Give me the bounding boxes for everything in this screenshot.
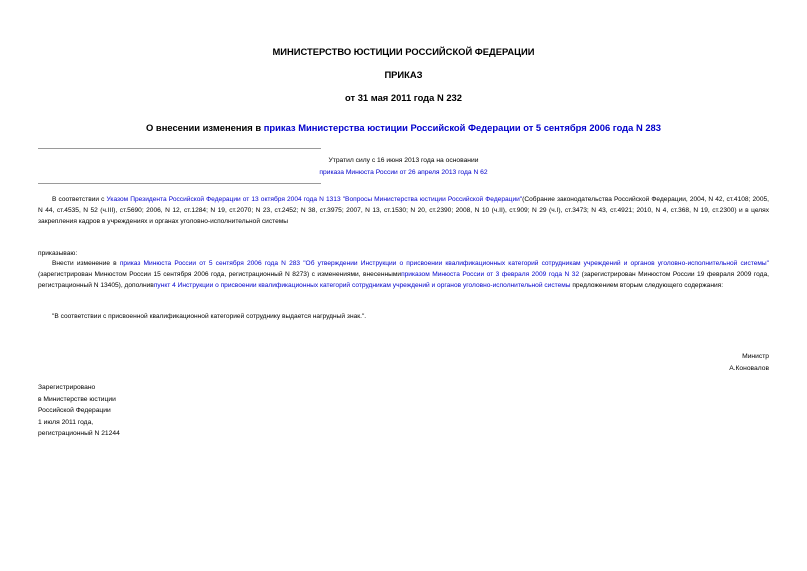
status-note-text: Утратил силу с 16 июня 2013 года на основании xyxy=(328,157,479,164)
preamble-paragraph xyxy=(38,194,769,228)
registration-line: 1 июля 2011 года, xyxy=(38,418,94,426)
amendment-mid1: (зарегистрирован Минюстом России 15 сентября 2006 года, регистрационный N 8273) с изменениями, внесенными xyxy=(38,271,402,279)
status-note xyxy=(0,155,807,179)
amendment-paragraph xyxy=(38,258,769,292)
preamble-rest: (Собрание законодательства Российской Федерации, 2004, N 42, ст.4108; 2005, N 44, ст.4535, N 52 (ч.III), ст.5690; 2006, N 12, ст.1284; N 19, ст.2070; N 23, ст.2452; N 38, ст.3975; 2007, N 13, ст.1530; N 20, ст.2390; 2008, N 10 (ч.II), ст.909; N 29 (ч.I), ст.3473; N 43, ст.4921; 2010, N 4, ст.368, N 19, ст.2300) и в целях закрепления кадров в учреждениях и органах уголовно-исполнительной системы xyxy=(38,196,769,226)
divider-top xyxy=(38,148,321,149)
registration-line: регистрационный N 21244 xyxy=(38,430,120,437)
amendment-mid2: (зарегистрирован Минюстом России 19 февраля 2009 года, регистрационный N 13405), дополнив xyxy=(38,271,769,290)
amendment-link-instruction[interactable]: "Об утверждении Инструкции о присвоении квалификационных категорий сотрудникам учреждений и органов уголовно-исполнительной системы" xyxy=(303,260,769,267)
registration-line: Зарегистрировано xyxy=(38,384,96,391)
registration-line: Российской Федерации xyxy=(38,407,111,414)
ministry-heading: МИНИСТЕРСТВО ЮСТИЦИИ РОССИЙСКОЙ ФЕДЕРАЦИИ xyxy=(272,46,535,57)
amendment-link-2009-order[interactable]: приказом Минюста России от 3 февраля 2009 года N 32 xyxy=(401,271,580,279)
order-word: приказываю: xyxy=(38,250,78,257)
signature-name: А.Коновалов xyxy=(729,364,769,372)
signature-position: Министр xyxy=(742,353,769,360)
status-note-link[interactable]: приказа Минюста России от 26 апреля 2013 года N 62 xyxy=(319,169,488,176)
preamble-prefix: В соответствии с xyxy=(52,196,107,203)
document-title xyxy=(0,122,807,133)
registration-line: в Министерстве юстиции xyxy=(38,395,116,403)
signature-block xyxy=(729,351,769,374)
divider-bottom xyxy=(38,183,321,184)
date-number-heading: от 31 мая 2011 года N 232 xyxy=(345,92,462,103)
quote-paragraph: "В соответствии с присвоенной квалификационной категорией сотруднику выдается нагрудный знак.". xyxy=(52,313,367,320)
preamble-link-decree[interactable]: Указом Президента Российской Федерации от 13 октября 2004 года N 1313 xyxy=(106,196,341,203)
amendment-link-order[interactable]: приказ Минюста России от 5 сентября 2006 года N 283 xyxy=(119,260,301,267)
amendment-suffix: предложением вторым следующего содержания: xyxy=(570,282,724,290)
preamble-link-title[interactable]: "Вопросы Министерства юстиции Российской Федерации" xyxy=(342,196,523,203)
amendment-prefix: Внести изменение в xyxy=(52,260,120,267)
title-prefix: О внесении изменения в xyxy=(146,122,264,133)
title-link[interactable]: приказ Министерства юстиции Российской Федерации от 5 сентября 2006 года N 283 xyxy=(263,122,661,133)
registration-block xyxy=(38,382,120,440)
amendment-link-point4[interactable]: пункт 4 Инструкции о присвоении квалификационных категорий сотрудникам учреждений и органов уголовно-исполнительной системы xyxy=(153,282,571,290)
doc-type-heading: ПРИКАЗ xyxy=(384,69,423,80)
